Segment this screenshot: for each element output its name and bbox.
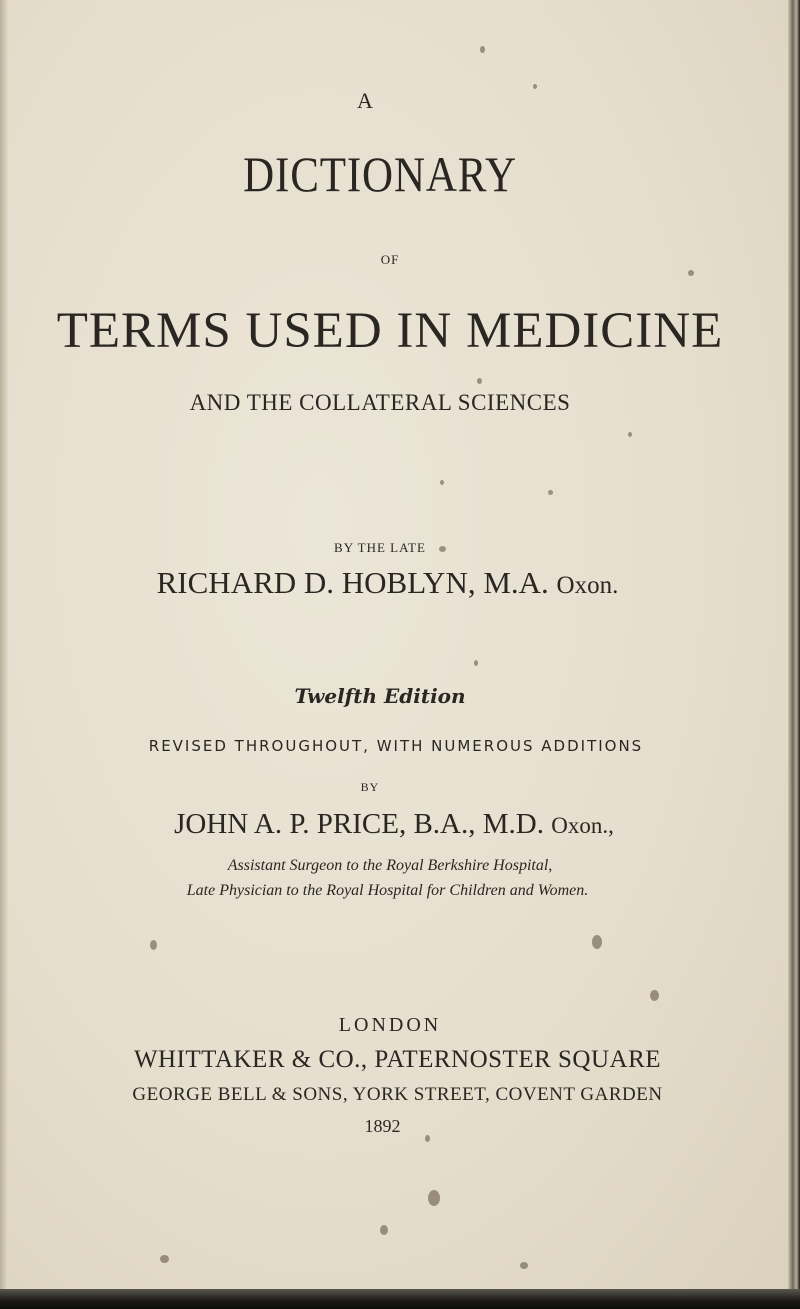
book-subtitle: TERMS USED IN MEDICINE	[56, 303, 724, 359]
page-left-edge	[0, 0, 8, 1309]
by-the-late: BY THE LATE	[334, 540, 426, 555]
foxing-speck	[439, 546, 446, 552]
foxing-speck	[428, 1190, 440, 1206]
foxing-speck	[688, 270, 694, 276]
author-name: RICHARD D. HOBLYN, M.A.	[156, 565, 549, 600]
publication-year: 1892	[364, 1116, 401, 1136]
foxing-speck	[650, 990, 659, 1001]
foxing-speck	[440, 480, 444, 485]
revised-statement: REVISED THROUGHOUT, WITH NUMEROUS ADDITIONS	[148, 737, 644, 755]
page-bottom-shadow	[0, 1289, 800, 1309]
page-right-edge	[788, 0, 800, 1309]
book-title: DICTIONARY	[243, 146, 517, 202]
foxing-speck	[480, 46, 485, 53]
by-label: BY	[360, 780, 380, 794]
publisher-1: WHITTAKER & CO., PATERNOSTER SQUARE	[133, 1046, 662, 1073]
foxing-speck	[628, 432, 632, 437]
foxing-speck	[533, 84, 537, 89]
title-of: OF	[380, 252, 400, 267]
foxing-speck	[150, 940, 157, 950]
foxing-speck	[548, 490, 553, 495]
foxing-speck	[520, 1262, 528, 1269]
reviser-degree: Oxon.,	[551, 813, 614, 838]
foxing-speck	[474, 660, 478, 666]
reviser-title-1: Assistant Surgeon to the Royal Berkshire Hospital,	[227, 857, 553, 874]
foxing-speck	[592, 935, 602, 949]
reviser-line	[0, 808, 788, 841]
title-article: A	[357, 88, 373, 113]
reviser-name: JOHN A. P. PRICE, B.A., M.D.	[174, 808, 544, 840]
reviser-title-2: Late Physician to the Royal Hospital for Children and Women.	[186, 882, 589, 899]
foxing-speck	[477, 378, 482, 384]
edition-label: Twelfth Edition	[294, 684, 466, 708]
foxing-speck	[160, 1255, 169, 1263]
foxing-speck	[380, 1225, 388, 1235]
book-subtitle-2: AND THE COLLATERAL SCIENCES	[189, 390, 571, 415]
publisher-2: GEORGE BELL & SONS, YORK STREET, COVENT GARDEN	[132, 1084, 663, 1105]
author-line	[0, 565, 775, 601]
author-degree: Oxon.	[556, 572, 619, 599]
foxing-speck	[425, 1135, 430, 1142]
publication-city: LONDON	[338, 1014, 442, 1036]
